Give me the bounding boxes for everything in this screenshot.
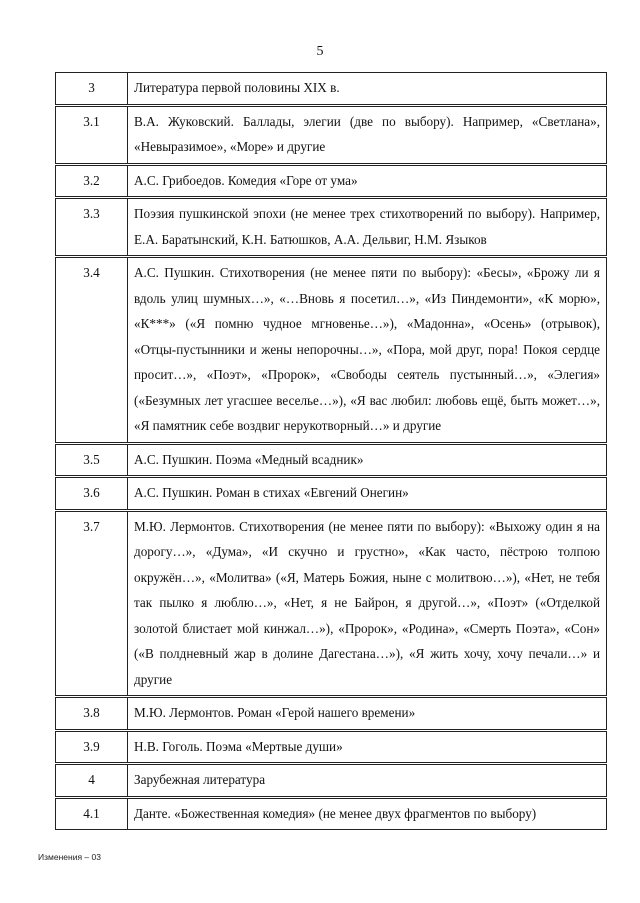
row-number: 3.7 bbox=[56, 510, 128, 697]
row-text: Поэзия пушкинской эпохи (не менее трех стихотворений по выбору). Например, Е.А. Баратынский, К.Н. Батюшков, А.А. Дельвиг, Н.М. Языков bbox=[128, 198, 607, 257]
row-text: М.Ю. Лермонтов. Стихотворения (не менее пяти по выбору): «Выхожу один я на дорогу…», «Дума», «И скучно и грустно», «Как часто, пёстрою толпою окружён…», «Молитва» («Я, Матерь Божия, ныне с молитвою…»), «Нет, не тебя так пылко я люблю…», «Нет, я не Байрон, я другой…», «Поэт» («Отделкой золотой блистает мой кинжал…»), «Пророк», «Родина», «Смерть Поэта», «Сон» («В полдневный жар в долине Дагестана…»), «Я жить хочу, хочу печали…» и другие bbox=[128, 510, 607, 697]
row-text: А.С. Пушкин. Роман в стихах «Евгений Онегин» bbox=[128, 477, 607, 511]
row-number: 4 bbox=[56, 764, 128, 798]
row-number: 3.9 bbox=[56, 730, 128, 764]
table-row bbox=[56, 477, 607, 511]
table-row bbox=[56, 510, 607, 697]
row-number: 4.1 bbox=[56, 797, 128, 830]
table-row bbox=[56, 443, 607, 477]
footer-revision: Изменения – 03 bbox=[38, 852, 101, 862]
table-row bbox=[56, 797, 607, 830]
table-row bbox=[56, 105, 607, 164]
row-number: 3.3 bbox=[56, 198, 128, 257]
table-row bbox=[56, 73, 607, 106]
row-text: Зарубежная литература bbox=[128, 764, 607, 798]
row-number: 3.8 bbox=[56, 697, 128, 731]
row-number: 3.5 bbox=[56, 443, 128, 477]
table-row bbox=[56, 198, 607, 257]
row-number: 3.1 bbox=[56, 105, 128, 164]
table-row bbox=[56, 730, 607, 764]
table-row bbox=[56, 257, 607, 444]
row-number: 3.6 bbox=[56, 477, 128, 511]
page-number: 5 bbox=[316, 44, 324, 59]
row-text: Н.В. Гоголь. Поэма «Мертвые души» bbox=[128, 730, 607, 764]
row-number: 3.2 bbox=[56, 164, 128, 198]
row-number: 3 bbox=[56, 73, 128, 106]
row-text: В.А. Жуковский. Баллады, элегии (две по выбору). Например, «Светлана», «Невыразимое», «Море» и другие bbox=[128, 105, 607, 164]
table-row bbox=[56, 164, 607, 198]
row-text: А.С. Грибоедов. Комедия «Горе от ума» bbox=[128, 164, 607, 198]
row-text: Литература первой половины XIX в. bbox=[128, 73, 607, 106]
row-text: Данте. «Божественная комедия» (не менее двух фрагментов по выбору) bbox=[128, 797, 607, 830]
row-number: 3.4 bbox=[56, 257, 128, 444]
row-text: А.С. Пушкин. Поэма «Медный всадник» bbox=[128, 443, 607, 477]
row-text: М.Ю. Лермонтов. Роман «Герой нашего времени» bbox=[128, 697, 607, 731]
table-row bbox=[56, 697, 607, 731]
curriculum-table bbox=[55, 72, 607, 830]
table-row bbox=[56, 764, 607, 798]
row-text: А.С. Пушкин. Стихотворения (не менее пяти по выбору): «Бесы», «Брожу ли я вдоль улиц шумных…», «…Вновь я посетил…», «Из Пиндемонти», «К морю», «К***» («Я помню чудное мгновенье…»), «Мадонна», «Осень» (отрывок), «Отцы-пустынники и жены непорочны…», «Пора, мой друг, пора! Покоя сердце просит…», «Поэт», «Пророк», «Свободы сеятель пустынный…», «Элегия» («Безумных лет угасшее веселье…»), «Я вас любил: любовь ещё, быть может…», «Я памятник себе воздвиг нерукотворный…» и другие bbox=[128, 257, 607, 444]
